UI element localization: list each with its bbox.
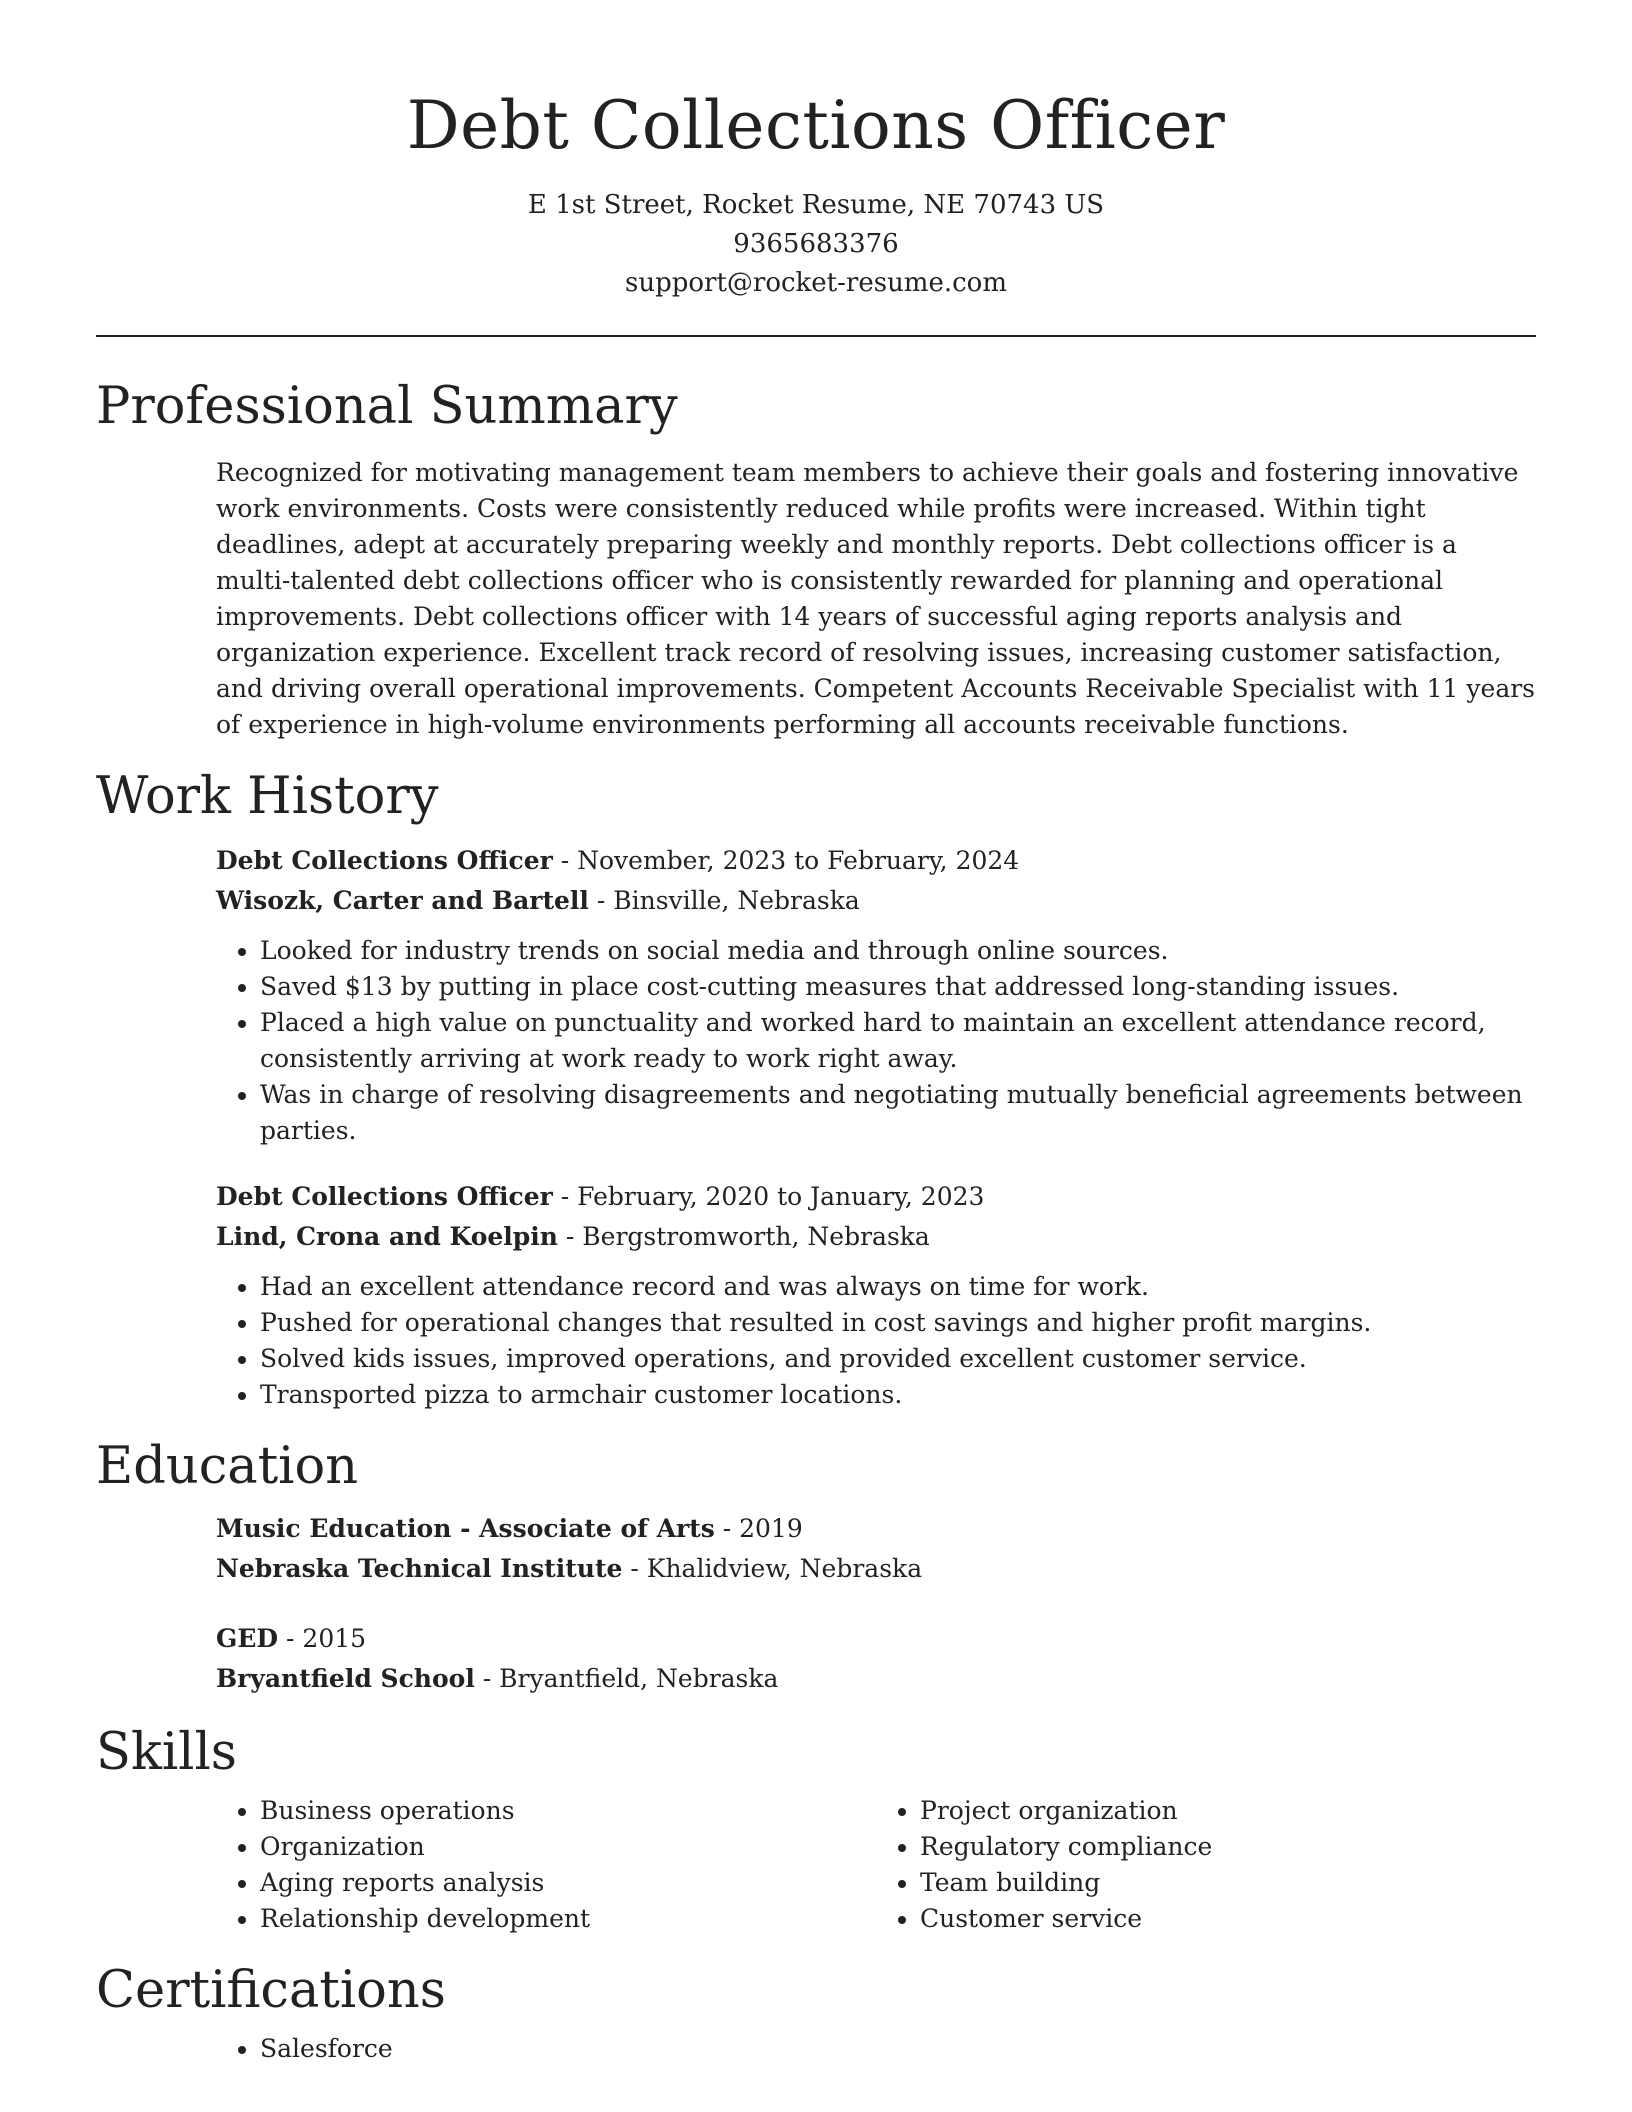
education-entry — [216, 1619, 1536, 1699]
job-title-line — [216, 1177, 1536, 1217]
skill-item: • Organization — [260, 1829, 876, 1865]
certifications-list-wrap — [216, 2031, 1536, 2067]
education-year: - 2019 — [714, 1514, 803, 1543]
email-text: support@rocket-resume.com — [624, 268, 1007, 298]
skill-item: • Regulatory compliance — [920, 1829, 1536, 1865]
skills-column-right — [876, 1793, 1536, 1937]
education-degree-line — [216, 1509, 1536, 1549]
skill-item: • Aging reports analysis — [260, 1865, 876, 1901]
job-bullet: • Looked for industry trends on social media and through online sources. — [260, 933, 1536, 969]
education-heading: Education — [96, 1437, 359, 1496]
skill-item: • Relationship development — [260, 1901, 876, 1937]
job-title-line — [216, 841, 1536, 881]
education-school: Bryantfield School — [216, 1664, 475, 1693]
job-role: Debt Collections Officer — [216, 1182, 553, 1211]
job-company: Lind, Crona and Koelpin — [216, 1222, 558, 1251]
job-dates: - February, 2020 to January, 2023 — [552, 1182, 985, 1211]
skill-item: • Team building — [920, 1865, 1536, 1901]
education-year: - 2015 — [278, 1624, 367, 1653]
summary-heading: Professional Summary — [96, 377, 678, 436]
certification-item: • Salesforce — [260, 2031, 1536, 2067]
job-bullet: • Solved kids issues, improved operations, and provided excellent customer service. — [260, 1341, 1536, 1377]
job-bullets — [216, 933, 1536, 1149]
certifications-section — [96, 1961, 1536, 2067]
summary-section — [96, 377, 1536, 743]
education-school: Nebraska Technical Institute — [216, 1554, 623, 1583]
skill-item: • Business operations — [260, 1793, 876, 1829]
summary-text: Recognized for motivating management team members to achieve their goals and fostering innovative work environments. Costs were consistently reduced while profits were increased. Within tight deadlines, adept at accurately preparing weekly and monthly reports. Debt collections officer is a multi-talented debt collections officer who is consistently rewarded for planning and operational improvements. Debt collections officer with 14 years of successful aging reports analysis and organization experience. Excellent track record of resolving issues, increasing customer satisfaction, and driving overall operational improvements. Competent Accounts Receivable Specialist with 11 years of experience in high-volume environments performing all accounts receivable functions. — [216, 458, 1536, 739]
job-dates: - November, 2023 to February, 2024 — [552, 846, 1020, 875]
job-bullet: • Was in charge of resolving disagreements and negotiating mutually beneficial agreements between parties. — [260, 1077, 1536, 1149]
work-history-section — [96, 767, 1536, 1413]
skill-item: • Project organization — [920, 1793, 1536, 1829]
contact-block — [96, 186, 1536, 303]
job-bullet: • Had an excellent attendance record and was always on time for work. — [260, 1269, 1536, 1305]
education-school-line — [216, 1659, 1536, 1699]
education-degree-line — [216, 1619, 1536, 1659]
education-degree: Music Education - Associate of Arts — [216, 1514, 715, 1543]
job-bullets — [216, 1269, 1536, 1413]
certifications-list — [216, 2031, 1536, 2067]
job-bullet: • Saved $13 by putting in place cost-cutting measures that addressed long-standing issues. — [260, 969, 1536, 1005]
address-text: E 1st Street, Rocket Resume, NE 70743 US — [527, 190, 1105, 220]
skill-item: • Customer service — [920, 1901, 1536, 1937]
job-location: - Binsville, Nebraska — [588, 886, 860, 915]
skills-heading: Skills — [96, 1723, 237, 1782]
resume-name: Debt Collections Officer — [406, 87, 1226, 164]
education-degree: GED — [216, 1624, 279, 1653]
job-entry — [216, 1177, 1536, 1413]
job-company-line — [216, 1217, 1536, 1257]
header-divider — [96, 335, 1536, 337]
skills-section — [96, 1723, 1536, 1937]
job-bullet: • Placed a high value on punctuality and worked hard to maintain an excellent attendance record, consistently arriving at work ready to work right away. — [260, 1005, 1536, 1077]
education-location: - Bryantfield, Nebraska — [474, 1664, 779, 1693]
job-entry — [216, 841, 1536, 1149]
job-role: Debt Collections Officer — [216, 846, 553, 875]
skills-columns — [216, 1793, 1536, 1937]
skills-column-left — [216, 1793, 876, 1937]
phone-text: 9365683376 — [733, 229, 899, 259]
education-entry — [216, 1509, 1536, 1589]
education-location: - Khalidview, Nebraska — [622, 1554, 923, 1583]
certifications-heading: Certifications — [96, 1961, 446, 2020]
job-bullet: • Pushed for operational changes that resulted in cost savings and higher profit margins. — [260, 1305, 1536, 1341]
job-company: Wisozk, Carter and Bartell — [216, 886, 589, 915]
job-location: - Bergstromworth, Nebraska — [557, 1222, 930, 1251]
education-school-line — [216, 1549, 1536, 1589]
work-history-heading: Work History — [96, 767, 439, 826]
job-company-line — [216, 881, 1536, 921]
education-section — [96, 1437, 1536, 1699]
resume-page — [96, 0, 1536, 2067]
job-bullet: • Transported pizza to armchair customer locations. — [260, 1377, 1536, 1413]
